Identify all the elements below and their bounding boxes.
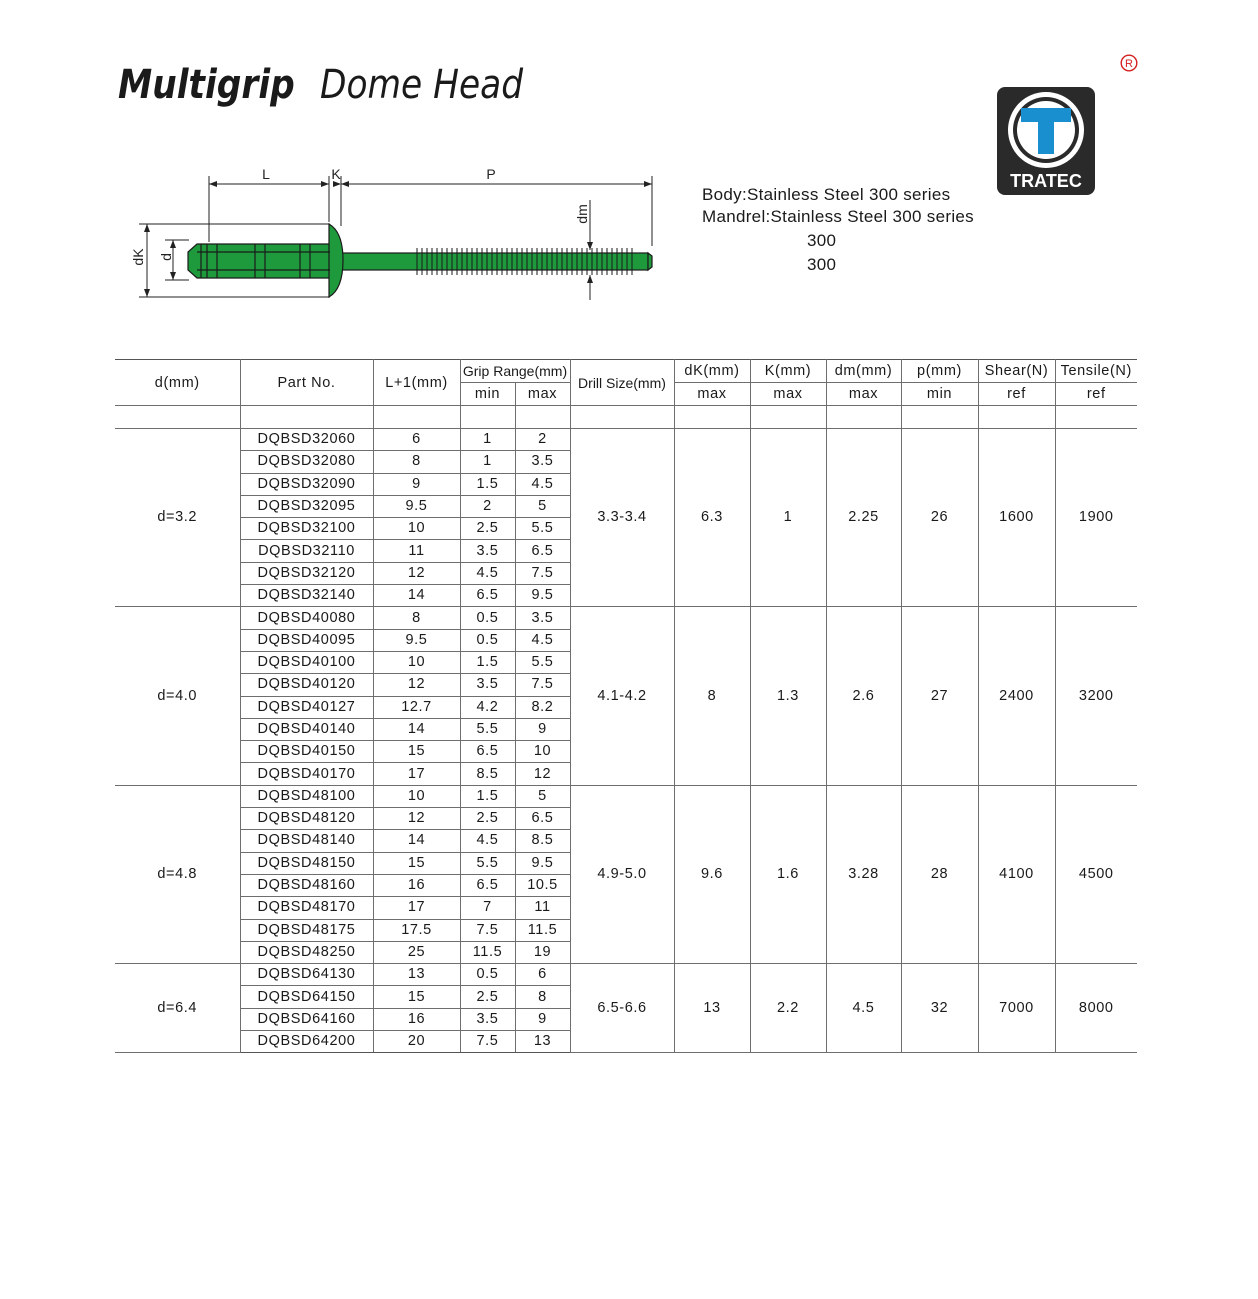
cell-part-no: DQBSD32140 bbox=[240, 585, 373, 607]
tratec-logo bbox=[996, 86, 1096, 196]
cell-part-no: DQBSD32120 bbox=[240, 562, 373, 584]
cell-length: 13 bbox=[373, 964, 460, 986]
cell-length: 25 bbox=[373, 941, 460, 963]
header-d: d(mm) bbox=[115, 360, 240, 406]
cell-part-no: DQBSD32095 bbox=[240, 495, 373, 517]
cell-part-no: DQBSD48140 bbox=[240, 830, 373, 852]
cell-part-no: DQBSD32080 bbox=[240, 451, 373, 473]
cell-grip-min: 0.5 bbox=[460, 607, 515, 629]
header-grip: Grip Range(mm) bbox=[460, 360, 570, 383]
cell-length: 8 bbox=[373, 607, 460, 629]
cell-grip-max: 9 bbox=[515, 1008, 570, 1030]
cell-part-no: DQBSD40127 bbox=[240, 696, 373, 718]
cell-length: 12 bbox=[373, 674, 460, 696]
header-dm-sub: max bbox=[826, 383, 901, 406]
cell-grip-max: 9 bbox=[515, 718, 570, 740]
cell-grip-min: 6.5 bbox=[460, 585, 515, 607]
cell-grip-max: 10 bbox=[515, 741, 570, 763]
header-shear-sub: ref bbox=[978, 383, 1055, 406]
cell-grip-max: 10.5 bbox=[515, 874, 570, 896]
label-L: L bbox=[262, 166, 270, 182]
cell-diameter: d=4.8 bbox=[115, 785, 240, 963]
cell-length: 10 bbox=[373, 518, 460, 540]
cell-shear: 2400 bbox=[978, 607, 1055, 785]
cell-length: 12 bbox=[373, 808, 460, 830]
svg-text:R: R bbox=[1125, 58, 1133, 70]
cell-grip-max: 11 bbox=[515, 897, 570, 919]
cell-p: 32 bbox=[901, 964, 978, 1053]
cell-part-no: DQBSD32100 bbox=[240, 518, 373, 540]
header-grip-min: min bbox=[460, 383, 515, 406]
cell-part-no: DQBSD48150 bbox=[240, 852, 373, 874]
cell-part-no: DQBSD64160 bbox=[240, 1008, 373, 1030]
cell-tensile: 8000 bbox=[1055, 964, 1137, 1053]
table-row bbox=[115, 964, 1137, 986]
header-part-no: Part No. bbox=[240, 360, 373, 406]
cell-k: 2.2 bbox=[750, 964, 826, 1053]
cell-p: 27 bbox=[901, 607, 978, 785]
cell-grip-min: 3.5 bbox=[460, 540, 515, 562]
cell-length: 10 bbox=[373, 651, 460, 673]
cell-part-no: DQBSD64130 bbox=[240, 964, 373, 986]
cell-tensile: 1900 bbox=[1055, 429, 1137, 607]
cell-drill-size: 4.9-5.0 bbox=[570, 785, 674, 963]
cell-shear: 1600 bbox=[978, 429, 1055, 607]
cell-grip-min: 8.5 bbox=[460, 763, 515, 785]
cell-dk: 8 bbox=[674, 607, 750, 785]
cell-grip-min: 7.5 bbox=[460, 919, 515, 941]
cell-grip-max: 5 bbox=[515, 495, 570, 517]
cell-grip-min: 1.5 bbox=[460, 473, 515, 495]
cell-tensile: 3200 bbox=[1055, 607, 1137, 785]
registered-trademark-icon bbox=[1120, 54, 1138, 72]
cell-grip-min: 4.5 bbox=[460, 830, 515, 852]
cell-grip-min: 7.5 bbox=[460, 1031, 515, 1053]
cell-length: 16 bbox=[373, 1008, 460, 1030]
cell-grip-min: 3.5 bbox=[460, 674, 515, 696]
cell-grip-max: 9.5 bbox=[515, 585, 570, 607]
cell-part-no: DQBSD40100 bbox=[240, 651, 373, 673]
label-dK: dK bbox=[130, 248, 146, 266]
cell-k: 1.6 bbox=[750, 785, 826, 963]
cell-grip-max: 2 bbox=[515, 429, 570, 451]
cell-length: 9.5 bbox=[373, 495, 460, 517]
material-mandrel: Mandrel:Stainless Steel 300 series bbox=[702, 207, 974, 226]
cell-p: 26 bbox=[901, 429, 978, 607]
cell-grip-min: 2 bbox=[460, 495, 515, 517]
cell-grip-max: 6.5 bbox=[515, 540, 570, 562]
cell-grip-min: 6.5 bbox=[460, 874, 515, 896]
cell-dm: 2.25 bbox=[826, 429, 901, 607]
cell-part-no: DQBSD48250 bbox=[240, 941, 373, 963]
header-l: L+1(mm) bbox=[373, 360, 460, 406]
cell-part-no: DQBSD64200 bbox=[240, 1031, 373, 1053]
cell-grip-min: 2.5 bbox=[460, 518, 515, 540]
cell-grip-max: 13 bbox=[515, 1031, 570, 1053]
blank-row bbox=[115, 406, 1137, 429]
cell-grip-min: 5.5 bbox=[460, 718, 515, 740]
header-dk-sub: max bbox=[674, 383, 750, 406]
cell-length: 6 bbox=[373, 429, 460, 451]
page-subtitle: Dome Head bbox=[320, 62, 524, 108]
cell-diameter: d=3.2 bbox=[115, 429, 240, 607]
cell-part-no: DQBSD48160 bbox=[240, 874, 373, 896]
cell-length: 12 bbox=[373, 562, 460, 584]
header-p-sub: min bbox=[901, 383, 978, 406]
header-k-sub: max bbox=[750, 383, 826, 406]
cell-grip-min: 5.5 bbox=[460, 852, 515, 874]
table-row bbox=[115, 607, 1137, 629]
cell-length: 16 bbox=[373, 874, 460, 896]
cell-grip-min: 1 bbox=[460, 429, 515, 451]
page-title: Multigrip bbox=[118, 62, 295, 108]
header-drill: Drill Size(mm) bbox=[570, 360, 674, 406]
cell-grip-min: 1.5 bbox=[460, 785, 515, 807]
cell-dk: 13 bbox=[674, 964, 750, 1053]
cell-k: 1.3 bbox=[750, 607, 826, 785]
cell-grip-max: 19 bbox=[515, 941, 570, 963]
cell-grip-min: 4.5 bbox=[460, 562, 515, 584]
cell-grip-max: 8.5 bbox=[515, 830, 570, 852]
cell-dm: 3.28 bbox=[826, 785, 901, 963]
cell-length: 20 bbox=[373, 1031, 460, 1053]
cell-grip-min: 7 bbox=[460, 897, 515, 919]
cell-part-no: DQBSD32060 bbox=[240, 429, 373, 451]
cell-p: 28 bbox=[901, 785, 978, 963]
cell-part-no: DQBSD40095 bbox=[240, 629, 373, 651]
material-mandrel-cn: 300 bbox=[807, 255, 837, 274]
cell-grip-max: 8.2 bbox=[515, 696, 570, 718]
cell-length: 14 bbox=[373, 585, 460, 607]
cell-part-no: DQBSD40150 bbox=[240, 741, 373, 763]
cell-grip-max: 9.5 bbox=[515, 852, 570, 874]
cell-grip-max: 5.5 bbox=[515, 651, 570, 673]
header-dm: dm(mm) bbox=[826, 360, 901, 383]
header-tensile: Tensile(N) bbox=[1055, 360, 1137, 383]
header-shear: Shear(N) bbox=[978, 360, 1055, 383]
cell-diameter: d=4.0 bbox=[115, 607, 240, 785]
cell-k: 1 bbox=[750, 429, 826, 607]
cell-part-no: DQBSD64150 bbox=[240, 986, 373, 1008]
logo-text: TRATEC bbox=[1010, 171, 1082, 191]
cell-length: 15 bbox=[373, 741, 460, 763]
cell-part-no: DQBSD40080 bbox=[240, 607, 373, 629]
cell-grip-min: 6.5 bbox=[460, 741, 515, 763]
cell-length: 14 bbox=[373, 718, 460, 740]
cell-grip-max: 7.5 bbox=[515, 674, 570, 696]
cell-part-no: DQBSD48120 bbox=[240, 808, 373, 830]
cell-grip-min: 4.2 bbox=[460, 696, 515, 718]
cell-dm: 2.6 bbox=[826, 607, 901, 785]
cell-grip-min: 2.5 bbox=[460, 808, 515, 830]
cell-length: 9.5 bbox=[373, 629, 460, 651]
cell-grip-max: 6 bbox=[515, 964, 570, 986]
cell-grip-max: 6.5 bbox=[515, 808, 570, 830]
material-spec bbox=[702, 184, 974, 276]
cell-length: 15 bbox=[373, 852, 460, 874]
cell-part-no: DQBSD48170 bbox=[240, 897, 373, 919]
cell-length: 11 bbox=[373, 540, 460, 562]
rivet-diagram bbox=[125, 160, 665, 305]
cell-grip-max: 12 bbox=[515, 763, 570, 785]
cell-part-no: DQBSD32090 bbox=[240, 473, 373, 495]
cell-length: 8 bbox=[373, 451, 460, 473]
cell-dk: 6.3 bbox=[674, 429, 750, 607]
cell-length: 14 bbox=[373, 830, 460, 852]
cell-part-no: DQBSD48175 bbox=[240, 919, 373, 941]
cell-grip-min: 2.5 bbox=[460, 986, 515, 1008]
cell-part-no: DQBSD40170 bbox=[240, 763, 373, 785]
cell-grip-min: 0.5 bbox=[460, 964, 515, 986]
cell-part-no: DQBSD32110 bbox=[240, 540, 373, 562]
cell-part-no: DQBSD40120 bbox=[240, 674, 373, 696]
cell-grip-min: 1.5 bbox=[460, 651, 515, 673]
cell-length: 17 bbox=[373, 897, 460, 919]
cell-grip-max: 3.5 bbox=[515, 607, 570, 629]
cell-drill-size: 6.5-6.6 bbox=[570, 964, 674, 1053]
cell-dk: 9.6 bbox=[674, 785, 750, 963]
cell-shear: 4100 bbox=[978, 785, 1055, 963]
cell-part-no: DQBSD48100 bbox=[240, 785, 373, 807]
cell-length: 10 bbox=[373, 785, 460, 807]
spec-table bbox=[115, 359, 1137, 1053]
cell-grip-min: 1 bbox=[460, 451, 515, 473]
cell-grip-max: 5.5 bbox=[515, 518, 570, 540]
cell-grip-max: 4.5 bbox=[515, 629, 570, 651]
cell-length: 17.5 bbox=[373, 919, 460, 941]
label-P: P bbox=[486, 166, 496, 182]
header-p: p(mm) bbox=[901, 360, 978, 383]
cell-grip-max: 8 bbox=[515, 986, 570, 1008]
cell-drill-size: 3.3-3.4 bbox=[570, 429, 674, 607]
cell-grip-max: 5 bbox=[515, 785, 570, 807]
cell-grip-min: 3.5 bbox=[460, 1008, 515, 1030]
label-dm: dm bbox=[574, 204, 590, 224]
cell-diameter: d=6.4 bbox=[115, 964, 240, 1053]
cell-dm: 4.5 bbox=[826, 964, 901, 1053]
label-K: K bbox=[331, 166, 341, 182]
label-d: d bbox=[158, 253, 174, 261]
material-body: Body:Stainless Steel 300 series bbox=[702, 185, 951, 204]
header-k: K(mm) bbox=[750, 360, 826, 383]
cell-grip-min: 0.5 bbox=[460, 629, 515, 651]
table-row bbox=[115, 785, 1137, 807]
header-grip-max: max bbox=[515, 383, 570, 406]
material-body-cn: 300 bbox=[807, 231, 837, 250]
table-row bbox=[115, 429, 1137, 451]
cell-drill-size: 4.1-4.2 bbox=[570, 607, 674, 785]
cell-tensile: 4500 bbox=[1055, 785, 1137, 963]
cell-length: 9 bbox=[373, 473, 460, 495]
cell-shear: 7000 bbox=[978, 964, 1055, 1053]
cell-length: 17 bbox=[373, 763, 460, 785]
cell-grip-max: 4.5 bbox=[515, 473, 570, 495]
cell-grip-max: 3.5 bbox=[515, 451, 570, 473]
header-dk: dK(mm) bbox=[674, 360, 750, 383]
cell-grip-max: 7.5 bbox=[515, 562, 570, 584]
cell-length: 12.7 bbox=[373, 696, 460, 718]
cell-grip-max: 11.5 bbox=[515, 919, 570, 941]
cell-length: 15 bbox=[373, 986, 460, 1008]
cell-part-no: DQBSD40140 bbox=[240, 718, 373, 740]
header-tensile-sub: ref bbox=[1055, 383, 1137, 406]
cell-grip-min: 11.5 bbox=[460, 941, 515, 963]
